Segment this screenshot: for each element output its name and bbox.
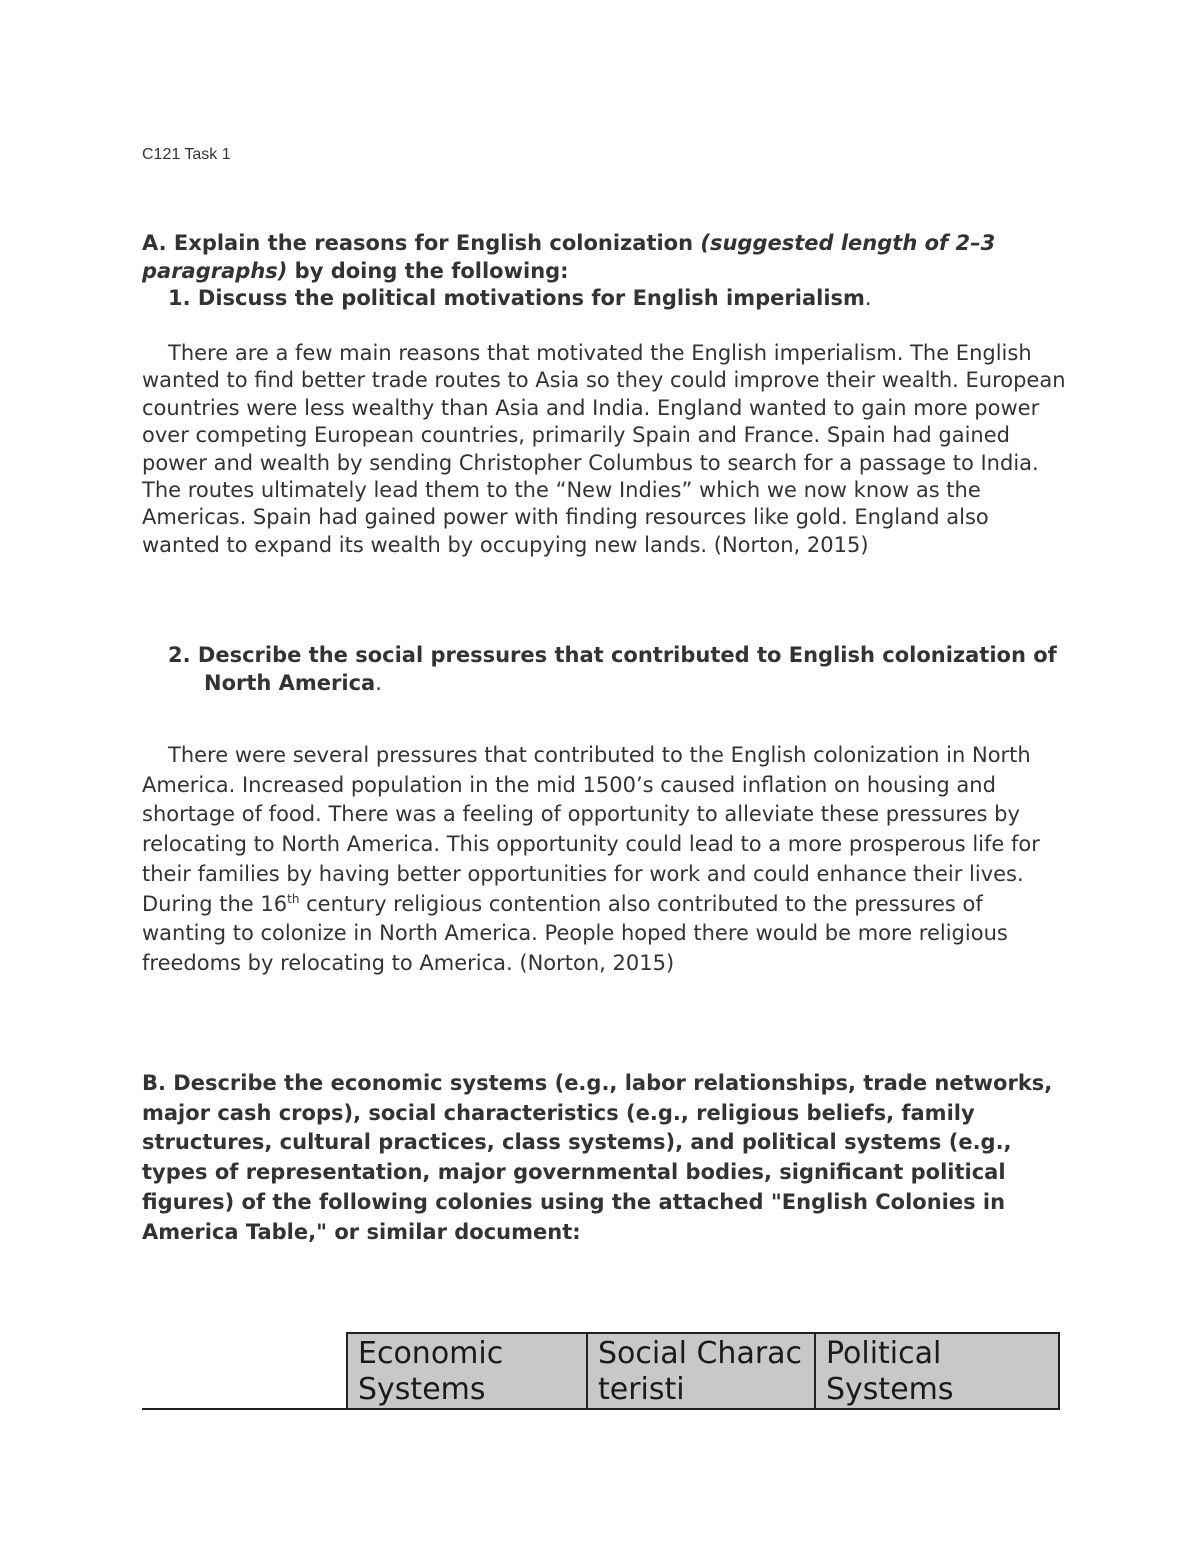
section-a-heading-italic: (suggested length of 2–3 paragraphs) (142, 231, 996, 283)
section-a-heading (142, 229, 1062, 285)
section-a-heading-suffix: by doing the following: (287, 259, 569, 283)
section-a-item-2-period: . (375, 670, 382, 695)
section-a-paragraph-1 (142, 340, 1072, 559)
section-a-item-2-text: 2. Describe the social pressures that contributed to English colonization of North America (168, 643, 1057, 695)
section-a-paragraph-2-text-cont: century religious contention also contributed to the pressures of wanting to colonize in North America. People hoped there would be more religious freedoms by relocating to America. (Norton, 2015) (142, 891, 1008, 975)
section-a-paragraph-1-text: There are a few main reasons that motivated the English imperialism. The English wanted to find better trade routes to Asia so they could improve their wealth. European countries were less wealthy than Asia and India. England wanted to gain more power over competing European countries, primarily Spain and France. Spain had gained power and wealth by sending Christopher Columbus to search for a passage to India. The routes ultimately lead them to the “New Indies” which we now know as the Americas. Spain had gained power with finding resources like gold. England also wanted to expand its wealth by occupying new lands. (Norton, 2015) (142, 341, 1066, 557)
table-header-row (142, 1333, 1059, 1409)
section-a-item-1-period: . (864, 286, 872, 310)
document-header: C121 Task 1 (142, 146, 231, 163)
colonies-table (142, 1332, 1060, 1410)
ordinal-superscript: th (287, 891, 300, 906)
section-a-heading-text: A. Explain the reasons for English colonization (142, 231, 701, 255)
table-header-economic: Economic Systems (347, 1333, 587, 1409)
section-a-item-1 (168, 284, 1068, 312)
table-header-political: Political Systems (815, 1333, 1059, 1409)
table-header-social: Social Characteristi (587, 1333, 815, 1409)
section-a-paragraph-2-text: There were several pressures that contributed to the English colonization in North America. Increased population in the mid 1500’s caused inflation on housing and shortage of food. There was a feeling of opportunity to alleviate these pressures by relocating to North America. This opportunity could lead to a more prosperous life for their families by having better opportunities for work and could enhance their lives. During the 16 (142, 743, 1040, 916)
section-b-heading: B. Describe the economic systems (e.g., labor relationships, trade networks, major cash crops), social characteristics (e.g., religious beliefs, family structures, cultural practices, class systems), and political systems (e.g., types of representation, major governmental bodies, significant political figures) of the following colonies using the attached "English Colonies in America Table," or similar document: (142, 1071, 1053, 1244)
section-a-item-2 (168, 642, 1104, 697)
section-a-item-1-text: 1. Discuss the political motivations for English imperialism (168, 286, 865, 310)
table-corner-cell (142, 1333, 347, 1409)
section-a-paragraph-2 (142, 741, 1072, 979)
